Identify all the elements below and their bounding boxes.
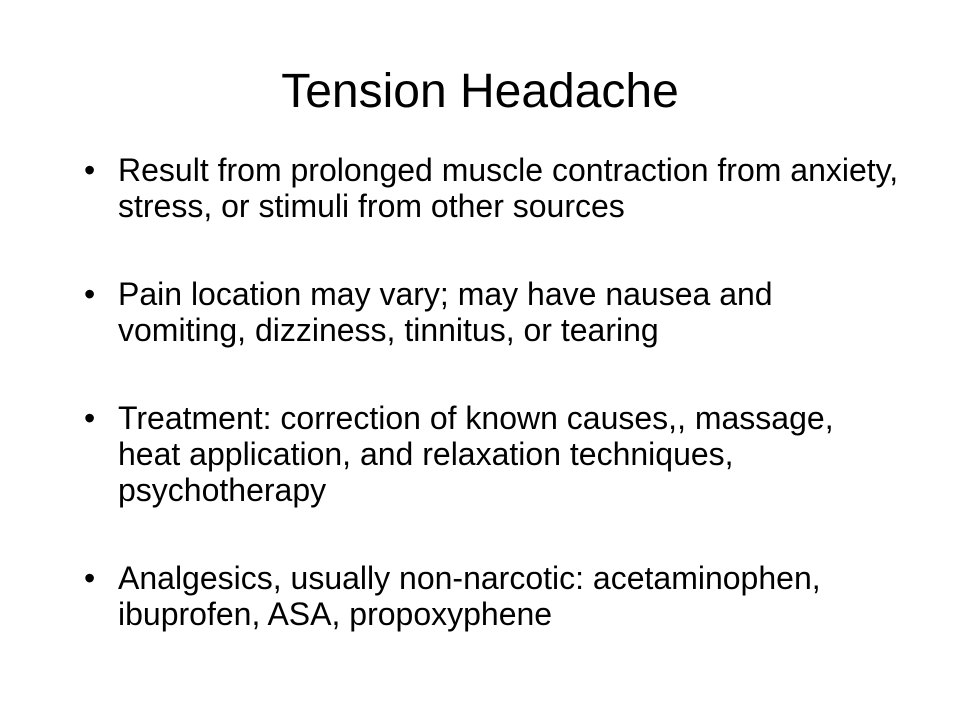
bullet-list (84, 152, 904, 684)
bullet-marker: • (84, 560, 96, 596)
bullet-item (84, 276, 904, 348)
bullet-marker: • (84, 152, 96, 188)
bullet-marker: • (84, 276, 96, 312)
bullet-text: Result from prolonged muscle contraction from anxiety, stress, or stimuli from other sources (118, 152, 899, 224)
bullet-item (84, 400, 904, 508)
bullet-item (84, 152, 904, 224)
slide-title: Tension Headache (281, 65, 679, 118)
bullet-text: Pain location may vary; may have nausea and vomiting, dizziness, tinnitus, or tearing (118, 276, 773, 348)
bullet-text: Treatment: correction of known causes,, massage, heat application, and relaxation techniques, psychotherapy (118, 400, 834, 508)
bullet-marker: • (84, 400, 96, 436)
bullet-text: Analgesics, usually non-narcotic: acetaminophen, ibuprofen, ASA, propoxyphene (118, 560, 821, 632)
bullet-item (84, 560, 904, 632)
